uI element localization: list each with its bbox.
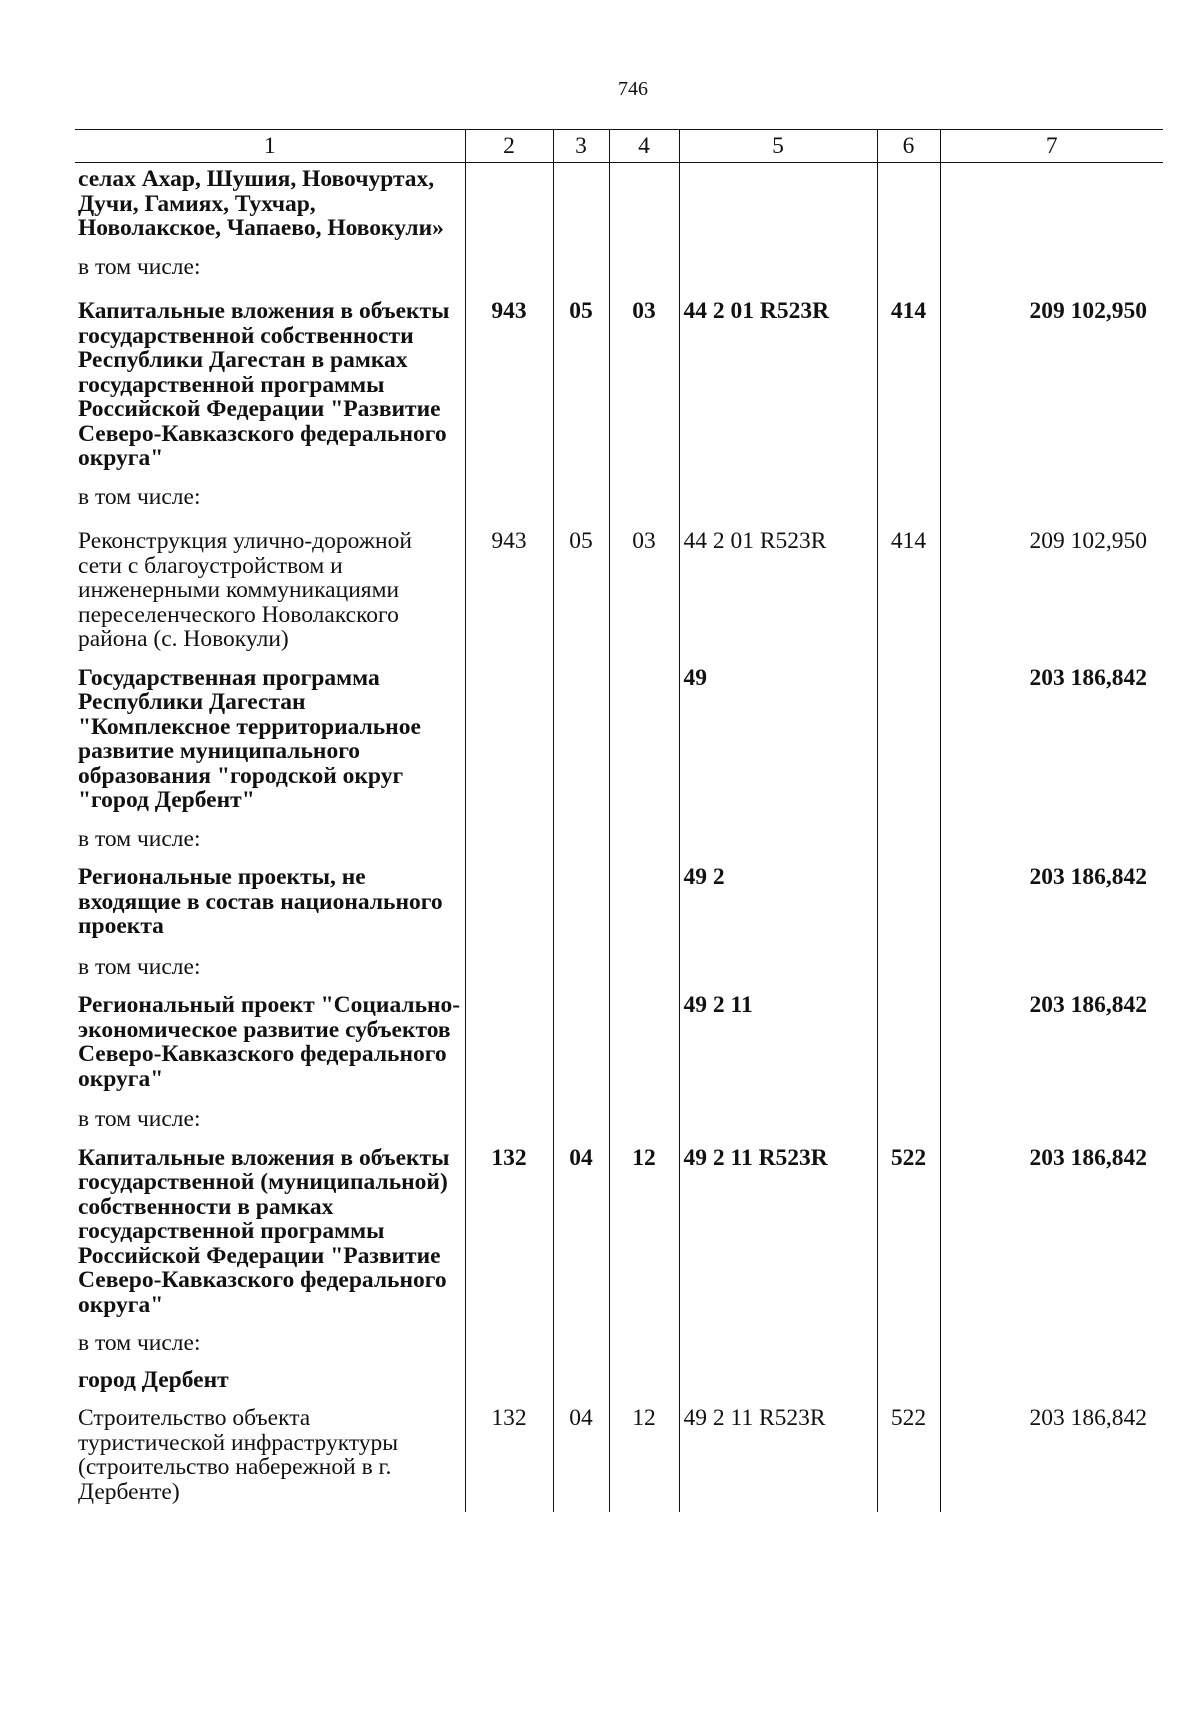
cell-col7: 203 186,842	[940, 1136, 1163, 1322]
cell-col7	[940, 475, 1163, 514]
cell-col6	[877, 817, 940, 856]
cell-name: в том числе:	[78, 953, 201, 980]
table-row	[75, 245, 1163, 284]
cell-name: Капитальные вложения в объекты государственной (муниципальной) собственности в рамках государственной программы Российской Федерации "Развитие Северо-Кавказского федерального округа"	[78, 1144, 450, 1318]
cell-col4	[609, 855, 679, 943]
cell-col6	[877, 475, 940, 514]
cell-col3	[553, 475, 609, 514]
cell-col7	[940, 1095, 1163, 1136]
col-header-6: 6	[877, 130, 940, 163]
cell-col2	[465, 1095, 553, 1136]
cell-col5	[679, 245, 877, 284]
cell-col5: 49 2 11	[679, 983, 877, 1095]
cell-col7	[940, 817, 1163, 856]
col-header-1: 1	[75, 130, 465, 163]
table-row	[75, 1396, 1163, 1512]
cell-name: Государственная программа Республики Дагестан "Комплексное территориальное развитие муниципального образования "городской округ "город Дербент"	[78, 664, 421, 813]
col-header-3: 3	[553, 130, 609, 163]
cell-col2	[465, 1360, 553, 1397]
table-row	[75, 855, 1163, 943]
col-header-5: 5	[679, 130, 877, 163]
cell-col7: 203 186,842	[940, 983, 1163, 1095]
table-row	[75, 943, 1163, 984]
table-row	[75, 163, 1163, 245]
cell-name: Строительство объекта туристической инфраструктуры (строительство набережной в г. Дербенте)	[78, 1405, 399, 1505]
cell-col5	[679, 475, 877, 514]
cell-col5: 49 2 11 R523R	[679, 1136, 877, 1322]
col-header-7: 7	[940, 130, 1163, 163]
cell-col6: 522	[877, 1396, 940, 1512]
cell-col6	[877, 656, 940, 817]
table-row	[75, 1136, 1163, 1322]
cell-name: в том числе:	[78, 825, 201, 852]
table-row	[75, 1321, 1163, 1360]
cell-col2: 132	[465, 1396, 553, 1512]
cell-col3	[553, 1360, 609, 1397]
cell-col4	[609, 656, 679, 817]
table-row	[75, 983, 1163, 1095]
cell-col2: 132	[465, 1136, 553, 1322]
cell-col5: 44 2 01 R523R	[679, 513, 877, 656]
cell-col2	[465, 1321, 553, 1360]
cell-col3: 05	[553, 513, 609, 656]
cell-col3: 04	[553, 1396, 609, 1512]
cell-col2	[465, 475, 553, 514]
cell-col2	[465, 656, 553, 817]
cell-col6	[877, 943, 940, 984]
cell-col4	[609, 163, 679, 245]
cell-col7	[940, 163, 1163, 245]
cell-col6	[877, 245, 940, 284]
cell-col3	[553, 656, 609, 817]
cell-name: в том числе:	[78, 483, 201, 510]
cell-col4	[609, 1321, 679, 1360]
cell-col5: 49	[679, 656, 877, 817]
cell-col4	[609, 1095, 679, 1136]
cell-col3	[553, 245, 609, 284]
cell-name: город Дербент	[78, 1366, 229, 1393]
cell-col3	[553, 1095, 609, 1136]
cell-col7: 209 102,950	[940, 513, 1163, 656]
cell-col5	[679, 1095, 877, 1136]
cell-col5	[679, 817, 877, 856]
col-header-2: 2	[465, 130, 553, 163]
cell-col5: 44 2 01 R523R	[679, 283, 877, 475]
cell-name: в том числе:	[78, 1330, 201, 1356]
cell-col3: 05	[553, 283, 609, 475]
cell-col5: 49 2 11 R523R	[679, 1396, 877, 1512]
cell-col6	[877, 855, 940, 943]
cell-col4: 12	[609, 1396, 679, 1512]
cell-name: селах Ахар, Шушия, Новочуртах, Дучи, Гамиях, Тухчар, Новолакское, Чапаево, Новокули»	[78, 166, 444, 241]
cell-col4	[609, 245, 679, 284]
cell-col7: 209 102,950	[940, 283, 1163, 475]
table-row	[75, 817, 1163, 856]
cell-col4: 12	[609, 1136, 679, 1322]
cell-col3	[553, 983, 609, 1095]
cell-col4	[609, 1360, 679, 1397]
cell-name: Реконструкция улично-дорожной сети с благоустройством и инженерными коммуникациями переселенческого Новолакского района (с. Новокули)	[78, 528, 412, 652]
table-row	[75, 513, 1163, 656]
cell-col6	[877, 1321, 940, 1360]
cell-col3	[553, 855, 609, 943]
cell-col7	[940, 943, 1163, 984]
cell-col6	[877, 1360, 940, 1397]
page-number: 746	[618, 78, 648, 100]
cell-name: в том числе:	[78, 1106, 201, 1132]
cell-col3	[553, 817, 609, 856]
cell-col5	[679, 163, 877, 245]
cell-col5	[679, 943, 877, 984]
cell-col4: 03	[609, 283, 679, 475]
cell-col6	[877, 163, 940, 245]
cell-col2: 943	[465, 513, 553, 656]
col-header-4: 4	[609, 130, 679, 163]
table-row	[75, 283, 1163, 475]
cell-col7: 203 186,842	[940, 656, 1163, 817]
cell-col6: 522	[877, 1136, 940, 1322]
cell-col4	[609, 475, 679, 514]
cell-name: Капитальные вложения в объекты государственной собственности Республики Дагестан в рамках государственной программы Российской Федерации "Развитие Северо-Кавказского федерального округа"	[78, 298, 450, 471]
cell-col5	[679, 1360, 877, 1397]
cell-col6: 414	[877, 513, 940, 656]
cell-col4	[609, 817, 679, 856]
cell-col5	[679, 1321, 877, 1360]
cell-col2	[465, 855, 553, 943]
cell-col2: 943	[465, 283, 553, 475]
cell-col3	[553, 163, 609, 245]
cell-col2	[465, 163, 553, 245]
header-row	[75, 130, 1163, 163]
cell-name: Региональный проект "Социально-экономическое развитие субъектов Северо-Кавказского федерального округа"	[78, 992, 461, 1092]
cell-col7: 203 186,842	[940, 1396, 1163, 1512]
cell-col2	[465, 245, 553, 284]
cell-col6: 414	[877, 283, 940, 475]
cell-col3	[553, 943, 609, 984]
cell-col7	[940, 245, 1163, 284]
table-row	[75, 656, 1163, 817]
cell-col6	[877, 983, 940, 1095]
cell-col4	[609, 983, 679, 1095]
cell-col5: 49 2	[679, 855, 877, 943]
cell-col4: 03	[609, 513, 679, 656]
table-body	[75, 163, 1163, 1513]
cell-col7	[940, 1321, 1163, 1360]
budget-table	[75, 129, 1163, 1512]
cell-col3: 04	[553, 1136, 609, 1322]
cell-col7: 203 186,842	[940, 855, 1163, 943]
cell-col3	[553, 1321, 609, 1360]
cell-col2	[465, 983, 553, 1095]
table-row	[75, 1360, 1163, 1397]
cell-col6	[877, 1095, 940, 1136]
cell-col2	[465, 943, 553, 984]
table-row	[75, 475, 1163, 514]
cell-col2	[465, 817, 553, 856]
cell-name: Региональные проекты, не входящие в состав национального проекта	[78, 864, 443, 939]
table-row	[75, 1095, 1163, 1136]
cell-col7	[940, 1360, 1163, 1397]
cell-col4	[609, 943, 679, 984]
cell-name: в том числе:	[78, 253, 201, 280]
